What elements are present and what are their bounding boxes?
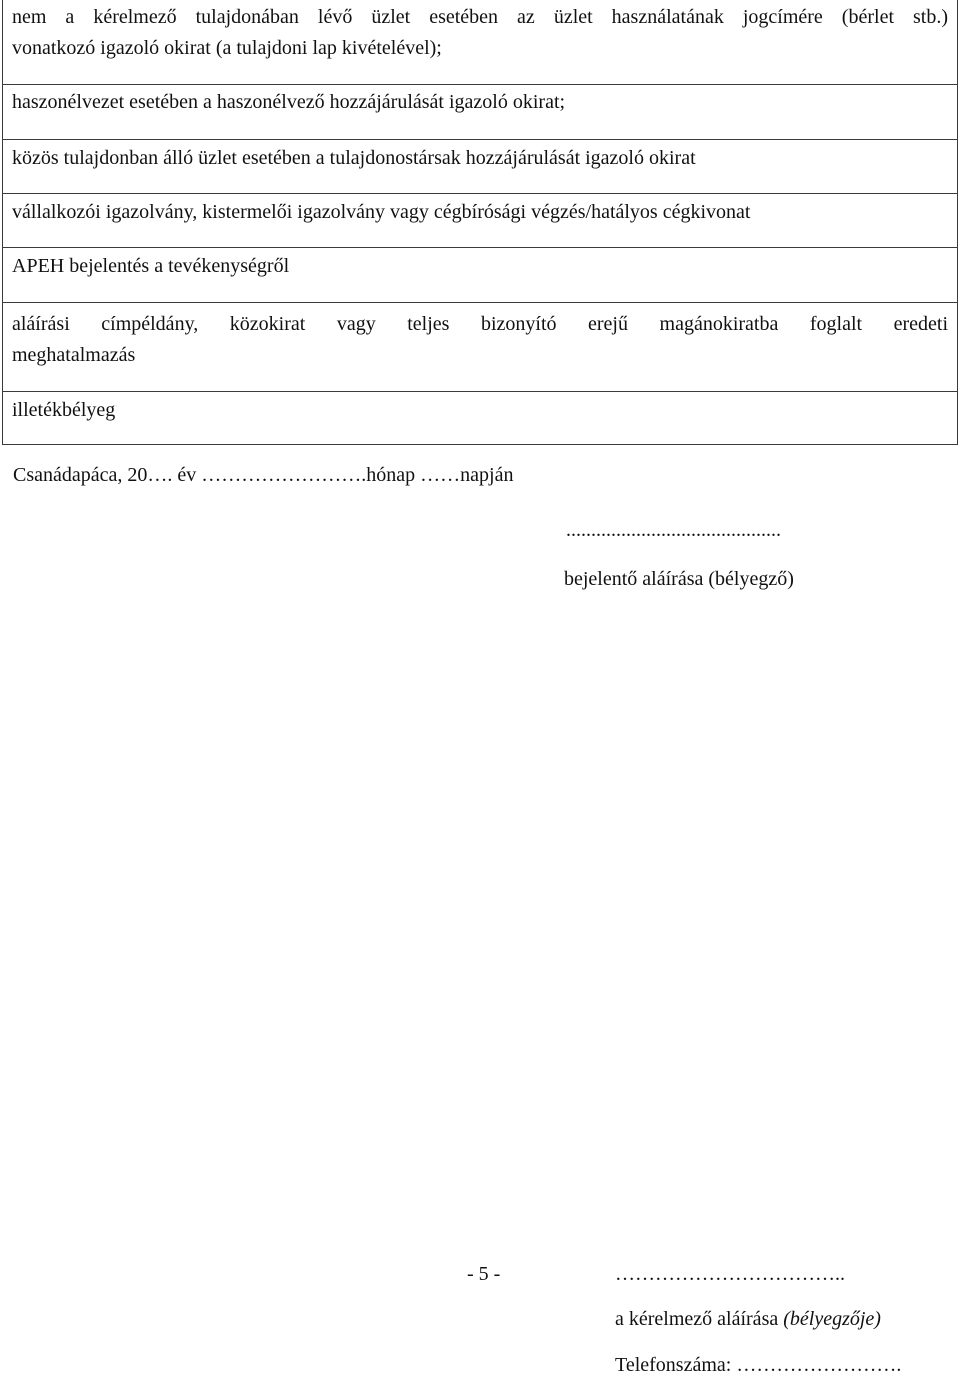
checklist-text-line: vonatkozó igazoló okirat (a tulajdoni lap kivételével); <box>12 37 442 59</box>
checklist-cell <box>3 0 958 85</box>
checklist-row <box>3 303 958 392</box>
checklist-cell <box>3 303 958 392</box>
signature-dotted-line: ........................................... <box>566 519 781 541</box>
phone-number-line: Telefonszáma: ……………………. <box>615 1354 902 1376</box>
checklist-row <box>3 248 958 303</box>
checklist-row <box>3 85 958 140</box>
checklist-row <box>3 140 958 194</box>
checklist-text-line: aláírási címpéldány, közokirat vagy teljes bizonyító erejű magánokiratba foglalt eredeti <box>12 313 948 335</box>
checklist-row <box>3 194 958 248</box>
checklist-cell: közös tulajdonban álló üzlet esetében a tulajdonostársak hozzájárulását igazoló okirat <box>3 140 958 194</box>
checklist-cell: APEH bejelentés a tevékenységről <box>3 248 958 303</box>
applicant-stamp-label: (bélyegzője) <box>783 1308 881 1330</box>
checklist-cell: illetékbélyeg <box>3 392 958 445</box>
place-date-line: Csanádapáca, 20…. év …………………….hónap ……napján <box>13 464 514 486</box>
signature-label: bejelentő aláírása (bélyegző) <box>564 568 794 590</box>
applicant-signature-label <box>615 1306 881 1332</box>
document-checklist-table <box>2 0 958 445</box>
checklist-row <box>3 392 958 445</box>
applicant-signature-label-text: a kérelmező aláírása <box>615 1308 784 1330</box>
applicant-dotted-line: …………………………….. <box>615 1263 845 1285</box>
checklist-text-line: meghatalmazás <box>12 344 136 366</box>
checklist-cell: haszonélvezet esetében a haszonélvező hozzájárulását igazoló okirat; <box>3 85 958 140</box>
checklist-cell: vállalkozói igazolvány, kistermelői igazolvány vagy cégbírósági végzés/hatályos cégkivonat <box>3 194 958 248</box>
checklist-row <box>3 0 958 85</box>
checklist-text-line: nem a kérelmező tulajdonában lévő üzlet esetében az üzlet használatának jogcímére (bérlet stb.) <box>12 6 948 28</box>
page-number: - 5 - <box>467 1263 501 1285</box>
